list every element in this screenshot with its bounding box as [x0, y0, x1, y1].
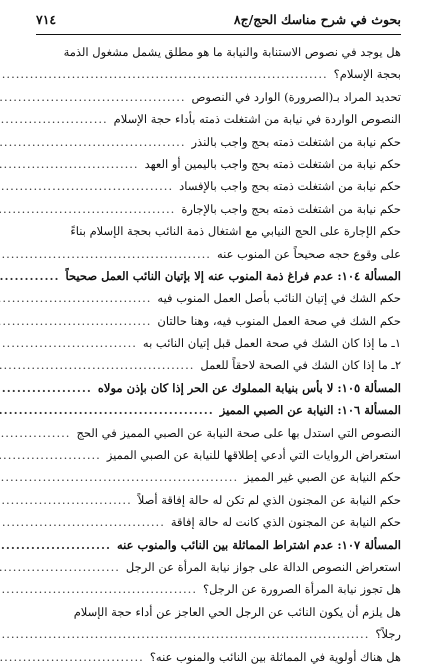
running-title: بحوث في شرح مناسك الحج/ج٨	[233, 11, 401, 27]
toc-entry	[36, 220, 401, 242]
toc-entry-text: ٢ـ ما إذا كان الشك في الصحة لاحقاً للعمل	[200, 358, 401, 373]
dot-leader	[0, 265, 60, 287]
toc-entry-text: هل تجوز نيابة المرأة الصرورة عن الرجل؟	[202, 582, 401, 597]
toc-entry-text: هل يوجد في نصوص الاستنابة والنيابة ما هو مطلق يشمل مشغول الذمة	[63, 45, 401, 59]
toc-entry	[36, 623, 401, 645]
toc-entry-text: ١ـ ما إذا كان الشك في صحة العمل قبل إتيان النائب به	[142, 336, 401, 351]
toc-entry-text: حكم نيابة من اشتغلت ذمته بحج واجب بالنذر	[191, 134, 401, 149]
toc-entry-text: النصوص التي استدل بها على صحة النيابة عن الصبي المميز في الحج	[76, 425, 401, 440]
dot-leader	[0, 556, 120, 578]
toc-entry	[36, 332, 401, 354]
toc-entry-text: المسألة ١٠٧: عدم اشتراط المماثلة بين النائب والمنوب عنه	[117, 537, 401, 552]
toc-entry	[36, 354, 401, 376]
toc-entry	[36, 399, 401, 421]
dot-leader	[0, 623, 369, 645]
toc-entry-text: النصوص الواردة في نيابة من اشتغلت ذمته بأداء حجة الإسلام	[113, 112, 401, 127]
dot-leader	[0, 332, 137, 354]
toc-entry-text: استعراض الروايات التي أدعي إطلاقها للنيابة عن الصبي المميز	[106, 448, 401, 463]
toc-entry-text: حكم النيابة عن الصبي غير المميز	[244, 470, 401, 485]
toc-entry-text: تحديد المراد بـ(الصرورة) الوارد في النصوص	[191, 89, 401, 104]
toc-entry	[36, 511, 401, 533]
dot-leader	[0, 108, 108, 130]
header-rule	[36, 34, 401, 35]
toc-entry	[36, 153, 401, 175]
toc-entry-text: هل هناك أولوية في المماثلة بين النائب والمنوب عنه؟	[149, 649, 401, 664]
toc-entry	[36, 243, 401, 265]
toc-entry	[36, 86, 401, 108]
toc-entry	[36, 377, 401, 399]
toc-entry	[36, 41, 401, 63]
toc-entry-text: حكم نيابة من اشتغلت ذمته بحج واجب بالإفساد	[179, 179, 401, 194]
toc-entry-text: حكم نيابة من اشتغلت ذمته بحج واجب بالإجارة	[181, 201, 401, 216]
toc-entry	[36, 287, 401, 309]
toc-entry-text: المسألة ١٠٦: النيابة عن الصبي المميز	[219, 403, 401, 418]
dot-leader	[0, 377, 92, 399]
dot-leader	[0, 287, 151, 309]
toc-entry	[36, 310, 401, 332]
toc-entry	[36, 601, 401, 623]
toc-entry-text: رجلاً؟	[375, 627, 401, 642]
toc-entry	[36, 108, 401, 130]
toc-entry-text: حكم الإجارة على الحج النيابي مع اشتغال ذمة النائب بحجة الإسلام بناءً	[70, 224, 401, 239]
toc-entry	[36, 578, 401, 600]
toc-entry-text: حكم الشك في صحة العمل المنوب فيه، وهنا حالتان	[157, 313, 401, 328]
dot-leader	[0, 578, 197, 600]
dot-leader	[0, 646, 144, 668]
page-header	[36, 8, 401, 30]
dot-leader	[0, 511, 165, 533]
dot-leader	[0, 175, 173, 197]
toc-entry	[36, 466, 401, 488]
dot-leader	[0, 153, 139, 175]
toc-entry-text: بحجة الإسلام؟	[333, 67, 401, 82]
toc-entry-text: على وقوع حجه صحيحاً عن المنوب عنه	[216, 246, 401, 261]
toc-entry	[36, 422, 401, 444]
toc-entry-text: المسألة ١٠٤: عدم فراغ ذمة المنوب عنه إلا بإتيان النائب العمل صحيحاً	[65, 268, 401, 283]
dot-leader	[0, 534, 111, 556]
toc-entry	[36, 265, 401, 287]
dot-leader	[0, 422, 70, 444]
toc-entry	[36, 131, 401, 153]
dot-leader	[0, 354, 194, 376]
toc-entry	[36, 646, 401, 668]
toc-entry-text: حكم النيابة عن المجنون الذي لم تكن له حالة إفاقة أصلاً	[137, 492, 401, 507]
dot-leader	[0, 310, 151, 332]
toc-entry-text: حكم نيابة من اشتغلت ذمته بحج واجب باليمين أو العهد	[144, 156, 401, 171]
toc-entry	[36, 198, 401, 220]
dot-leader	[0, 131, 186, 153]
table-of-contents	[36, 41, 401, 668]
dot-leader	[0, 198, 175, 220]
toc-entry	[36, 534, 401, 556]
dot-leader	[0, 63, 328, 85]
toc-entry-text: المسألة ١٠٥: لا بأس بنيابة المملوك عن الحر إذا كان بإذن مولاه	[97, 380, 401, 395]
dot-leader	[0, 399, 214, 421]
dot-leader	[0, 489, 132, 511]
toc-entry-text: هل يلزم أن يكون النائب عن الرجل الحي العاجز عن أداء حجة الإسلام	[73, 604, 401, 619]
toc-entry	[36, 489, 401, 511]
toc-entry-text: حكم الشك في إتيان النائب بأصل العمل المنوب فيه	[157, 291, 401, 306]
dot-leader	[0, 466, 238, 488]
toc-entry	[36, 63, 401, 85]
toc-entry	[36, 556, 401, 578]
dot-leader	[0, 86, 186, 108]
toc-entry-text: استعراض النصوص الدالة على جواز نيابة المرأة عن الرجل	[125, 559, 401, 574]
toc-entry	[36, 444, 401, 466]
toc-entry-text: حكم النيابة عن المجنون الذي كانت له حالة إفاقة	[170, 515, 401, 530]
dot-leader	[0, 444, 101, 466]
toc-entry	[36, 175, 401, 197]
page-number: ٧١٤	[36, 11, 57, 27]
dot-leader	[0, 243, 211, 265]
